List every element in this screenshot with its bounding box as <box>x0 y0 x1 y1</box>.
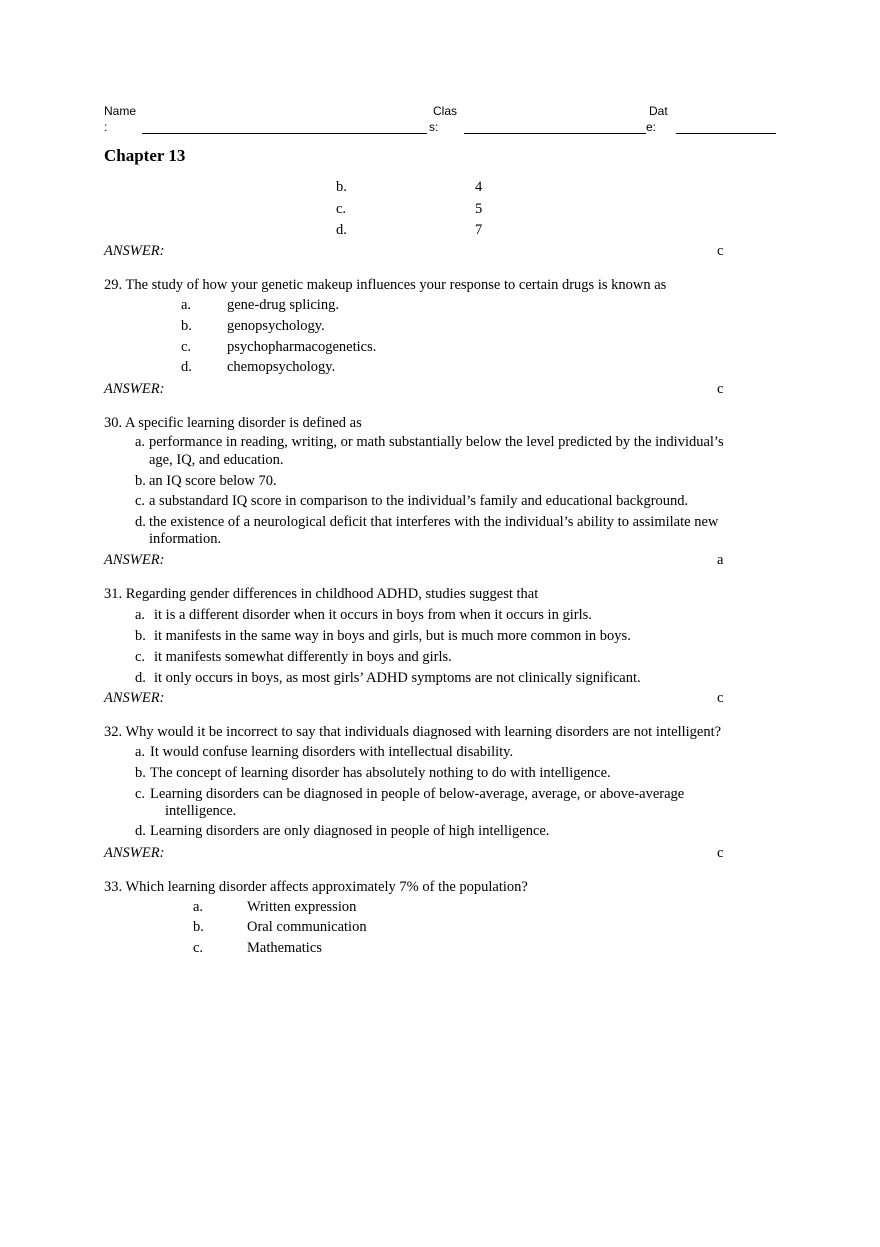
q30-option-d-letter: d. <box>135 514 146 530</box>
q28-option-d-text: 7 <box>475 222 483 238</box>
q29-option-b-text: genopsychology. <box>227 318 325 334</box>
q29-option-a-text: gene-drug splicing. <box>227 297 339 313</box>
q30-option-b-text: an IQ score below 70. <box>149 473 277 489</box>
name-field-line <box>142 133 427 134</box>
q30-option-a-letter: a. <box>135 434 146 450</box>
q28-option-d-letter: d. <box>336 222 347 238</box>
q33-option-b-letter: b. <box>193 919 204 935</box>
q33-option-b-text: Oral communication <box>247 919 367 935</box>
q32-option-b-text: The concept of learning disorder has absolutely nothing to do with intelligence. <box>150 765 611 781</box>
name-label: Name <box>104 104 137 118</box>
q32-answer-value: c <box>717 845 724 861</box>
chapter-title: Chapter 13 <box>104 146 186 165</box>
q28-option-c-text: 5 <box>475 201 483 217</box>
q31-option-d-letter: d. <box>135 670 146 686</box>
q30-option-c-text: a substandard IQ score in comparison to the individual’s family and educational background. <box>149 493 689 509</box>
q29-option-a-letter: a. <box>181 297 192 313</box>
name-label-colon: : <box>104 120 108 134</box>
q32-option-a-text: It would confuse learning disorders with intellectual disability. <box>150 744 514 760</box>
q28-option-b-text: 4 <box>475 179 483 195</box>
q31-option-b-text: it manifests in the same way in boys and girls, but is much more common in boys. <box>154 628 631 644</box>
q29-answer-label: ANSWER: <box>104 381 165 397</box>
q28-answer-value: c <box>717 243 724 259</box>
q30-answer-value: a <box>717 552 724 568</box>
q30-option-d-text: the existence of a neurological deficit that interferes with the individual’s ability to assimilate new <box>149 514 719 530</box>
q31-answer-label: ANSWER: <box>104 690 165 706</box>
q33-option-a-letter: a. <box>193 899 204 915</box>
q29-option-d-letter: d. <box>181 359 192 375</box>
q30-option-c-letter: c. <box>135 493 146 509</box>
q32-option-c-letter: c. <box>135 786 146 802</box>
q30-option-d-text-cont: information. <box>149 531 222 547</box>
q33-option-c-text: Mathematics <box>247 940 322 956</box>
q31-option-a-text: it is a different disorder when it occurs in boys from when it occurs in girls. <box>154 607 592 623</box>
date-field-line <box>676 133 776 134</box>
q32-answer-label: ANSWER: <box>104 845 165 861</box>
q31-option-c-letter: c. <box>135 649 146 665</box>
q33-stem: 33. Which learning disorder affects approximately 7% of the population? <box>104 879 528 895</box>
class-label: Clas <box>433 104 458 118</box>
q31-answer-value: c <box>717 690 724 706</box>
q33-option-a-text: Written expression <box>247 899 357 915</box>
q29-option-c-letter: c. <box>181 339 192 355</box>
q31-option-a-letter: a. <box>135 607 146 623</box>
q31-option-b-letter: b. <box>135 628 146 644</box>
q30-option-a-text-cont: age, IQ, and education. <box>149 452 284 468</box>
q30-option-b-letter: b. <box>135 473 146 489</box>
q28-option-c-letter: c. <box>336 201 347 217</box>
q32-option-c-text-cont: intelligence. <box>165 803 237 819</box>
q29-option-d-text: chemopsychology. <box>227 359 336 375</box>
q32-option-b-letter: b. <box>135 765 146 781</box>
q32-stem: 32. Why would it be incorrect to say that individuals diagnosed with learning disorders are not intelligent? <box>104 724 722 740</box>
q29-answer-value: c <box>717 381 724 397</box>
date-label: Dat <box>649 104 668 118</box>
q31-option-c-text: it manifests somewhat differently in boys and girls. <box>154 649 452 665</box>
date-label-suffix: e: <box>646 120 657 134</box>
q28-option-b-letter: b. <box>336 179 347 195</box>
q30-option-a-text: performance in reading, writing, or math substantially below the level predicted by the individual’s <box>149 434 724 450</box>
q32-option-d-letter: d. <box>135 823 146 839</box>
q31-stem: 31. Regarding gender differences in childhood ADHD, studies suggest that <box>104 586 539 602</box>
q29-stem: 29. The study of how your genetic makeup influences your response to certain drugs is known as <box>104 277 667 293</box>
q31-option-d-text: it only occurs in boys, as most girls’ ADHD symptoms are not clinically significant. <box>154 670 641 686</box>
class-label-suffix: s: <box>429 120 439 134</box>
q30-stem: 30. A specific learning disorder is defined as <box>104 415 362 431</box>
q32-option-a-letter: a. <box>135 744 146 760</box>
q29-option-c-text: psychopharmacogenetics. <box>227 339 377 355</box>
class-field-line <box>464 133 646 134</box>
q28-answer-label: ANSWER: <box>104 243 165 259</box>
q32-option-c-text: Learning disorders can be diagnosed in people of below-average, average, or above-average <box>150 786 685 802</box>
q33-option-c-letter: c. <box>193 940 204 956</box>
q32-option-d-text: Learning disorders are only diagnosed in people of high intelligence. <box>150 823 550 839</box>
q30-answer-label: ANSWER: <box>104 552 165 568</box>
q29-option-b-letter: b. <box>181 318 192 334</box>
